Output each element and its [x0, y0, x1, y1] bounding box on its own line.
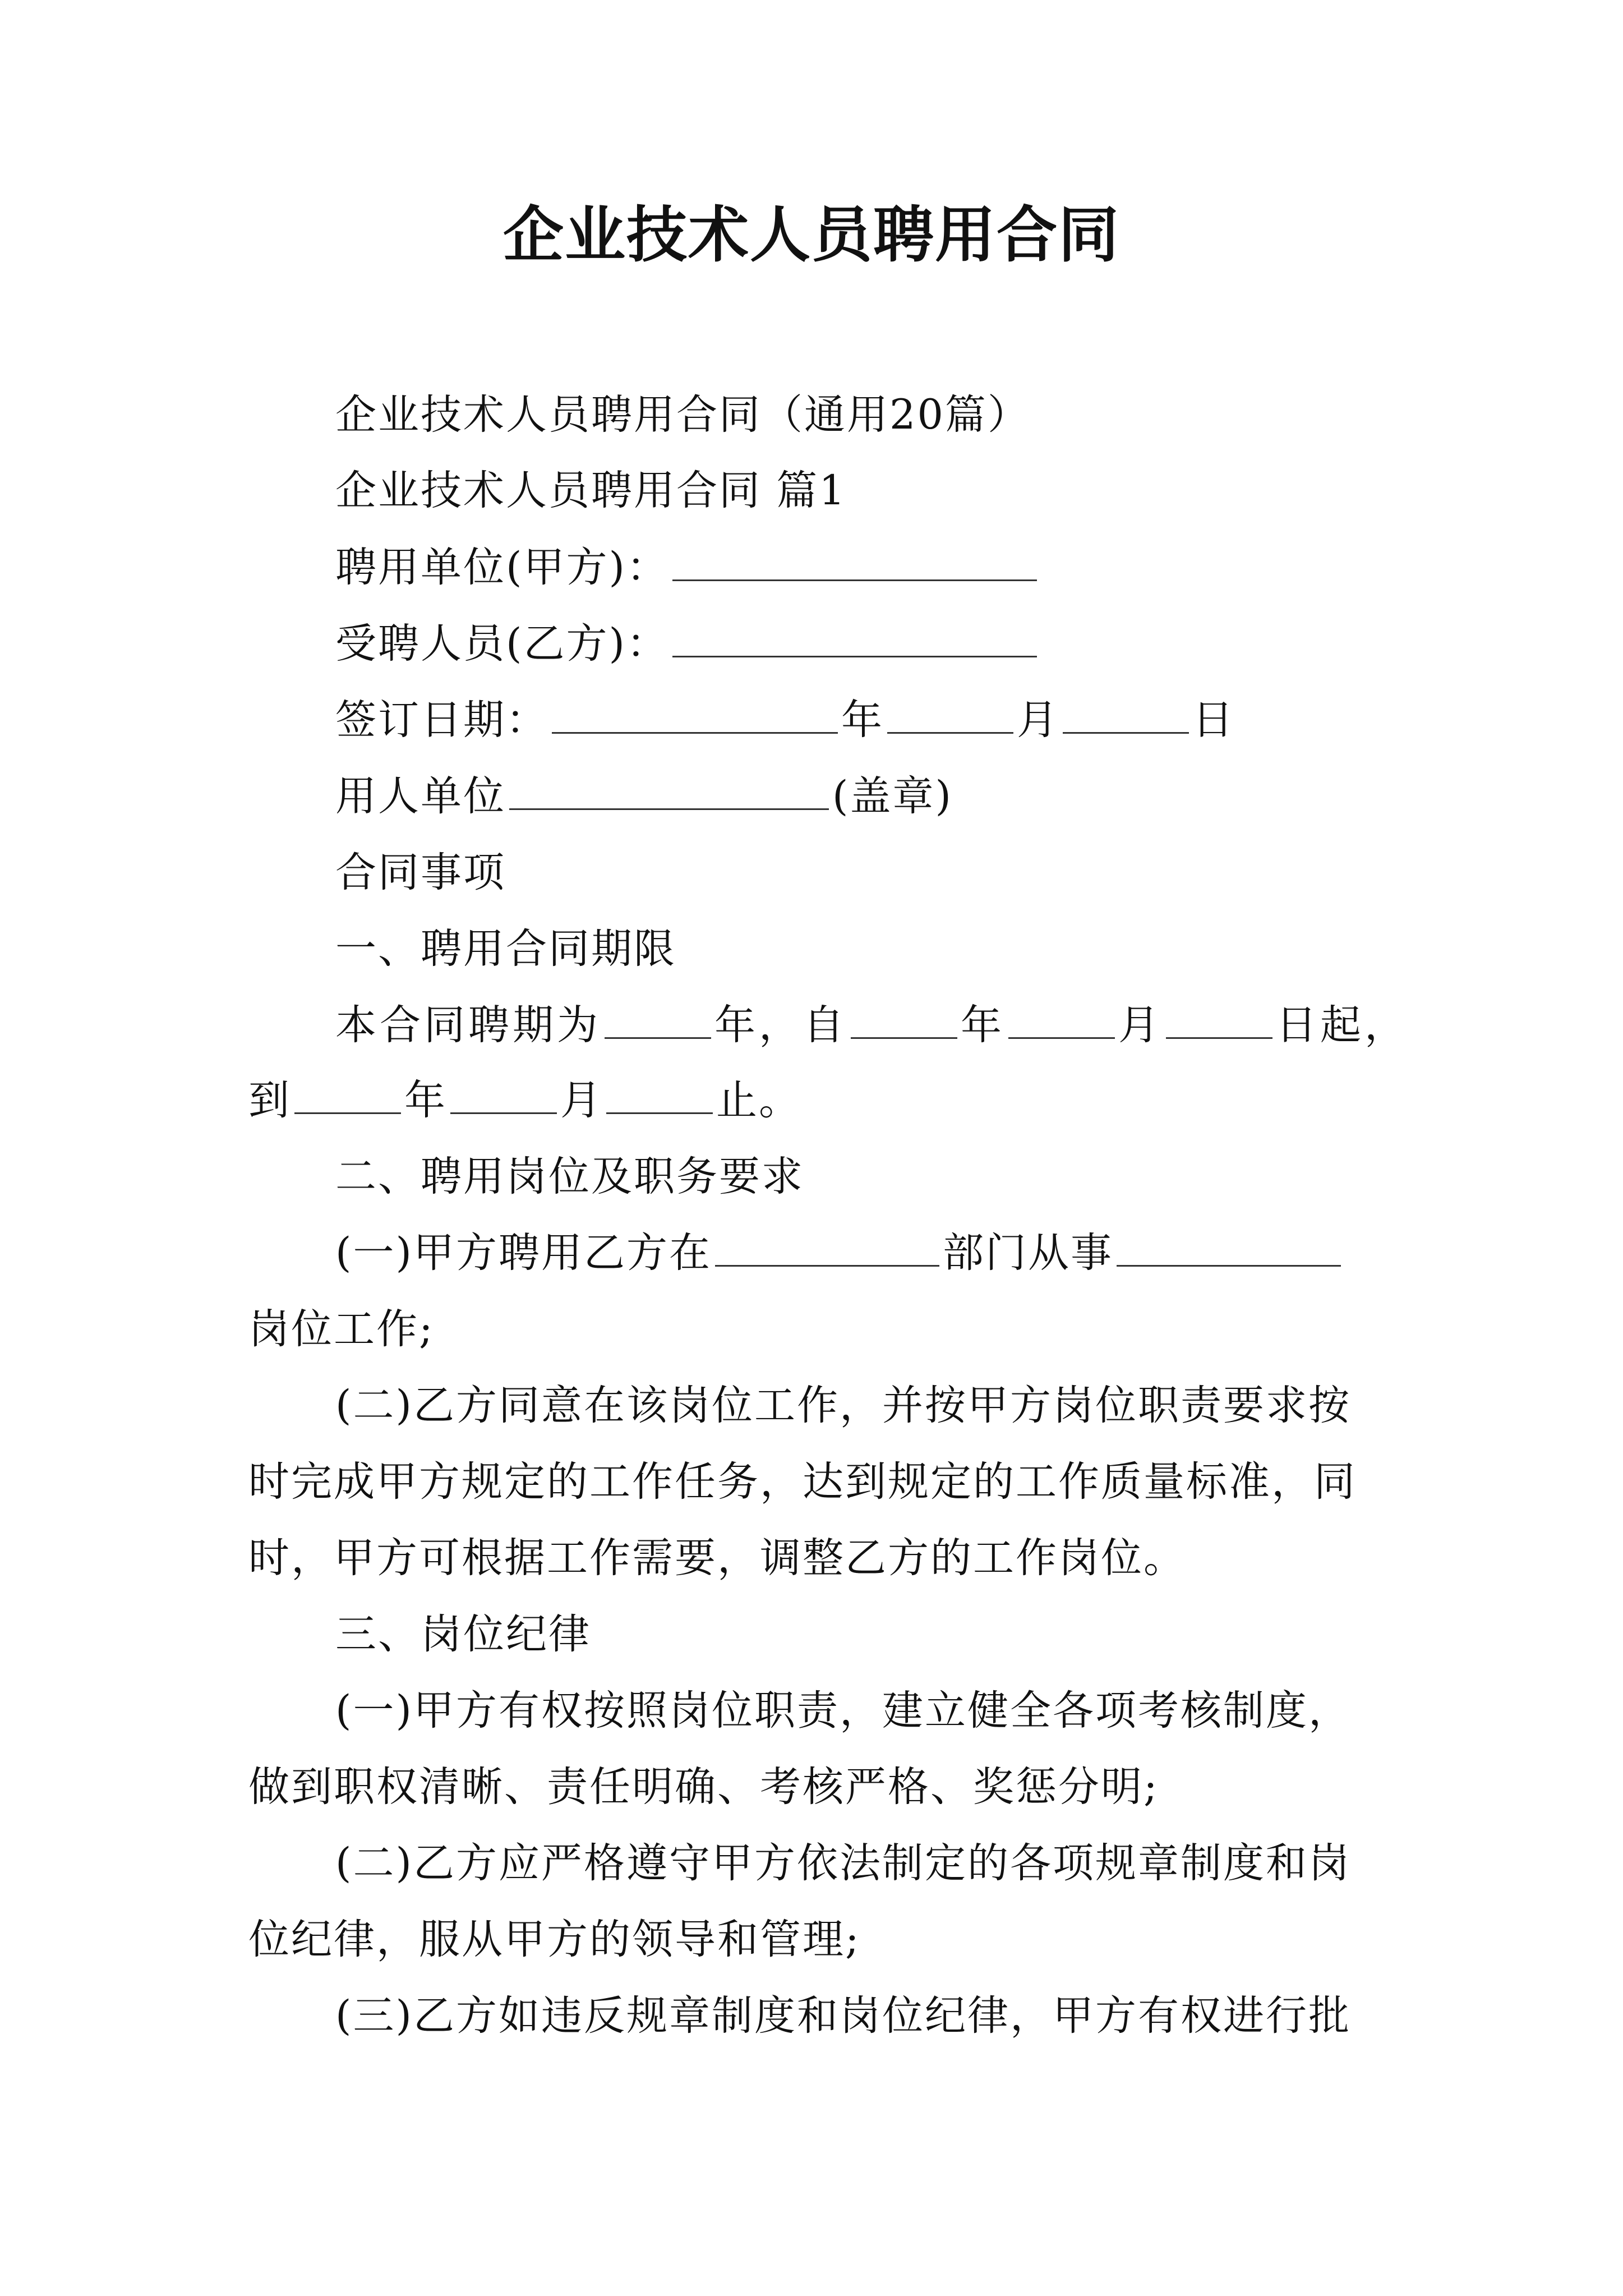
position-blank[interactable] [1117, 1230, 1341, 1267]
section2-p1-line1 [335, 1225, 1344, 1281]
section1-line2 [248, 1073, 801, 1129]
sign-date-label: 签订日期： [335, 696, 548, 744]
piece-heading: 企业技术人员聘用合同 篇1 [335, 467, 847, 514]
start-year-unit: 年 [961, 1001, 1005, 1049]
employer-blank[interactable] [672, 545, 1037, 581]
start-month-unit: 月 [1118, 1001, 1163, 1049]
end-day-blank[interactable] [606, 1078, 713, 1114]
end-year-blank[interactable] [294, 1078, 401, 1114]
section1-line1 [335, 997, 1409, 1053]
start-year-blank[interactable] [851, 1002, 957, 1039]
term-label: 本合同聘期为 [335, 1001, 601, 1049]
section2-p2-line3: 时，甲方可根据工作需要，调整乙方的工作岗位。 [248, 1534, 1186, 1582]
employee-line [335, 616, 1040, 672]
employee-label: 受聘人员(乙方)： [335, 620, 669, 668]
start-day-unit: 日起， [1276, 1001, 1409, 1049]
s2-p1-a: (一)甲方聘用乙方在 [335, 1229, 712, 1277]
sign-year-blank[interactable] [552, 697, 838, 734]
unit-seal-line [335, 769, 953, 825]
end-year-unit: 年 [404, 1076, 447, 1124]
day-unit: 日 [1192, 696, 1235, 744]
unit-blank[interactable] [509, 774, 829, 810]
section2-p2-line2: 时完成甲方规定的工作任务，达到规定的工作质量标准，同 [248, 1458, 1357, 1506]
sign-day-blank[interactable] [1063, 697, 1189, 734]
section2-heading: 二、聘用岗位及职务要求 [335, 1153, 804, 1200]
s2-p1-b: 部门从事 [942, 1229, 1113, 1277]
sign-date-line [335, 692, 1235, 748]
section3-p2-line2: 位纪律，服从甲方的领导和管理; [248, 1916, 861, 1963]
employer-line [335, 540, 1040, 596]
section3-p2-line1: (二)乙方应严格遵守甲方依法制定的各项规章制度和岗 [335, 1839, 1351, 1887]
start-month-blank[interactable] [1008, 1002, 1115, 1039]
section1-heading: 一、聘用合同期限 [335, 925, 676, 973]
seal-note: (盖章) [832, 772, 953, 820]
sign-month-blank[interactable] [887, 697, 1013, 734]
section3-p3-line1: (三)乙方如违反规章制度和岗位纪律，甲方有权进行批 [335, 1992, 1351, 2040]
term-years-blank[interactable] [605, 1002, 711, 1039]
contract-items-heading: 合同事项 [335, 849, 506, 896]
section2-p2-line1: (二)乙方同意在该岗位工作，并按甲方岗位职责要求按 [335, 1382, 1351, 1429]
document-title: 企业技术人员聘用合同 [502, 200, 1120, 270]
document-subtitle: 企业技术人员聘用合同（通用20篇） [335, 391, 1030, 439]
term-end: 止。 [716, 1076, 801, 1124]
term-to: 到 [248, 1076, 291, 1124]
section2-p1-line2: 岗位工作; [248, 1305, 435, 1353]
month-unit: 月 [1017, 696, 1059, 744]
department-blank[interactable] [715, 1230, 939, 1267]
end-month-blank[interactable] [450, 1078, 557, 1114]
unit-label: 用人单位 [335, 772, 506, 820]
employer-label: 聘用单位(甲方)： [335, 544, 669, 591]
section3-p1-line2: 做到职权清晰、责任明确、考核严格、奖惩分明; [248, 1763, 1159, 1811]
section3-heading: 三、岗位纪律 [335, 1611, 591, 1658]
year-unit: 年 [841, 696, 884, 744]
start-day-blank[interactable] [1166, 1002, 1272, 1039]
employee-blank[interactable] [672, 621, 1037, 657]
term-from: 年，自 [714, 1001, 847, 1049]
end-month-unit: 月 [560, 1076, 603, 1124]
section3-p1-line1: (一)甲方有权按照岗位职责，建立健全各项考核制度， [335, 1687, 1351, 1734]
